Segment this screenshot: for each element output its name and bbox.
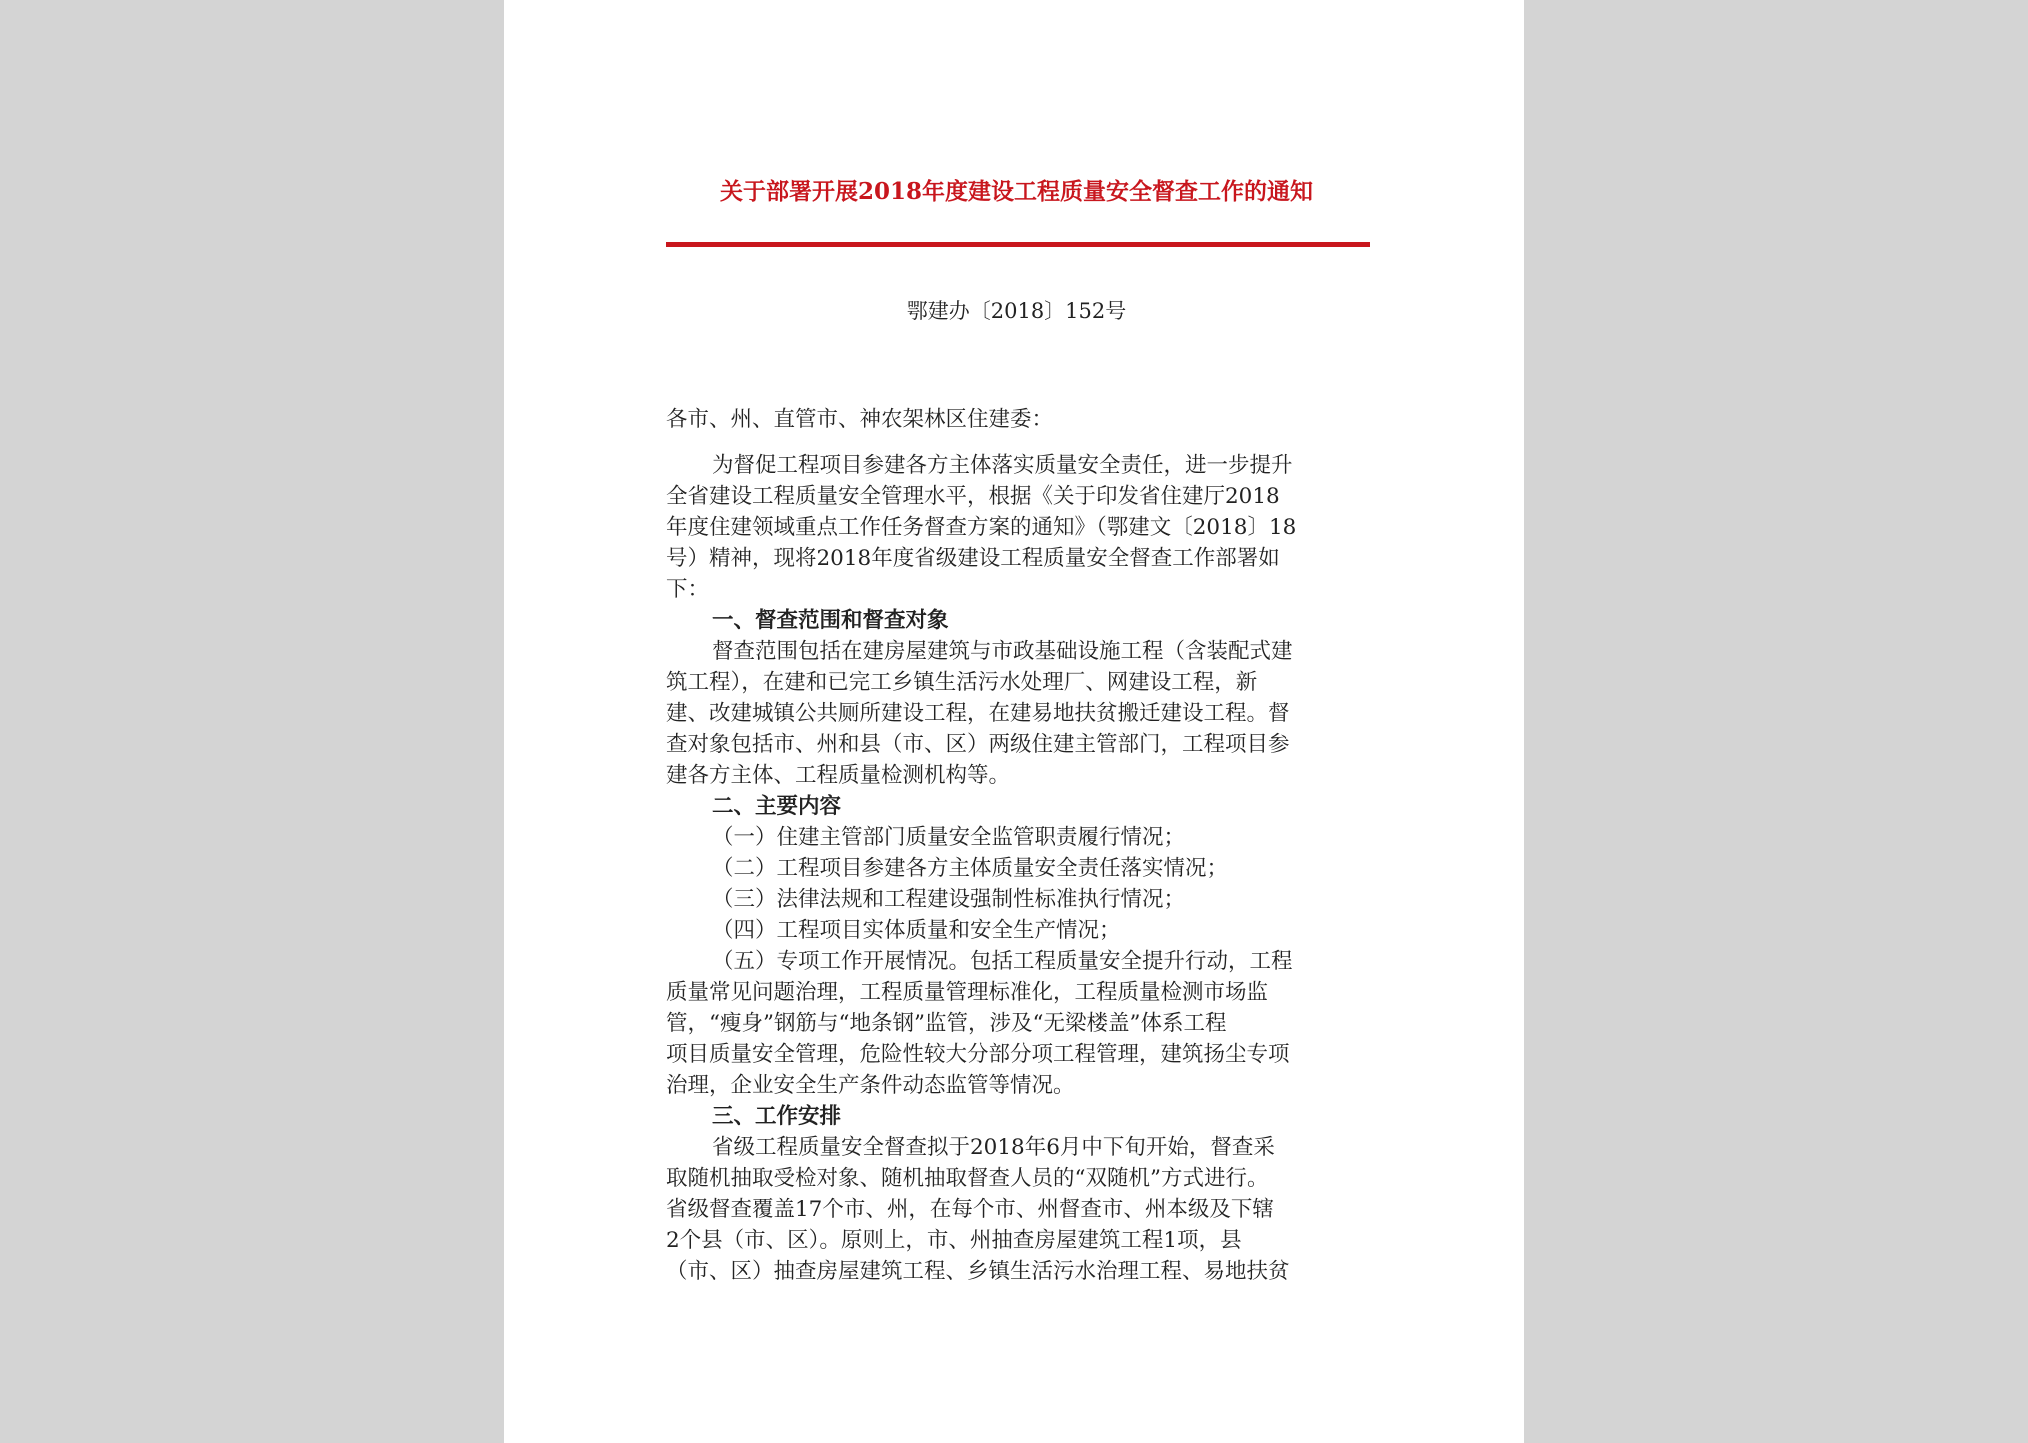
section-heading-scope: 一、督查范围和督查对象 [712,608,949,633]
section-heading-content: 二、主要内容 [712,794,842,819]
addressee: 各市、州、直管市、神农架林区住建委： [666,407,1054,432]
paragraph-line: 为督促工程项目参建各方主体落实质量安全责任，进一步提升 [712,453,1293,478]
section-content-list [666,822,1371,1101]
paragraph-line: 省级督查覆盖17个市、州，在每个市、州督查市、州本级及下辖 [666,1197,1274,1222]
paragraph-line: 筑工程），在建和已完工乡镇生活污水处理厂、网建设工程，新 [666,670,1258,695]
list-item: （四）工程项目实体质量和安全生产情况； [712,918,1121,943]
paragraph-line: 2个县（市、区）。原则上，市、州抽查房屋建筑工程1项，县 [666,1228,1242,1253]
list-item: （一）住建主管部门质量安全监管职责履行情况； [712,825,1186,850]
document-page [504,0,1524,1443]
paragraph-line: 全省建设工程质量安全管理水平，根据《关于印发省住建厅2018 [666,484,1280,509]
list-item: （二）工程项目参建各方主体质量安全责任落实情况； [712,856,1229,881]
paragraph-line: 管，“瘦身”钢筋与“地条钢”监管，涉及“无梁楼盖”体系工程 [666,1011,1227,1036]
paragraph-line: 督查范围包括在建房屋建筑与市政基础设施工程（含装配式建 [712,639,1293,664]
paragraph-line: 取随机抽取受检对象、随机抽取督查人员的“双随机”方式进行。 [666,1166,1269,1191]
paragraph-line: 建、改建城镇公共厕所建设工程，在建易地扶贫搬迁建设工程。督 [666,701,1290,726]
intro-paragraph [666,450,1371,605]
document-body [666,404,1371,1287]
section-heading-arrangement: 三、工作安排 [712,1104,842,1129]
section-scope-paragraph [666,636,1371,791]
paragraph-line: 下： [666,577,710,602]
document-number: 鄂建办〔2018〕152号 [906,299,1127,323]
paragraph-line: 治理，企业安全生产条件动态监管等情况。 [666,1073,1075,1098]
section-arrangement-paragraph [666,1132,1371,1287]
list-item: （五）专项工作开展情况。包括工程质量安全提升行动，工程 [712,949,1293,974]
document-title: 关于部署开展2018年度建设工程质量安全督查工作的通知 [719,178,1313,205]
paragraph-line: 查对象包括市、州和县（市、区）两级住建主管部门，工程项目参 [666,732,1290,757]
paragraph-line: 质量常见问题治理，工程质量管理标准化，工程质量检测市场监 [666,980,1269,1005]
list-item: （三）法律法规和工程建设强制性标准执行情况； [712,887,1186,912]
red-divider-line [666,242,1370,247]
paragraph-line: 建各方主体、工程质量检测机构等。 [666,763,1011,788]
paragraph-line: 省级工程质量安全督查拟于2018年6月中下旬开始，督查采 [712,1135,1275,1160]
paragraph-line: 项目质量安全管理，危险性较大分部分项工程管理，建筑扬尘专项 [666,1042,1290,1067]
paragraph-line: 号）精神，现将2018年度省级建设工程质量安全督查工作部署如 [666,546,1280,571]
paragraph-line: （市、区）抽查房屋建筑工程、乡镇生活污水治理工程、易地扶贫 [666,1259,1290,1284]
paragraph-line: 年度住建领域重点工作任务督查方案的通知》（鄂建文〔2018〕18 [666,515,1297,540]
